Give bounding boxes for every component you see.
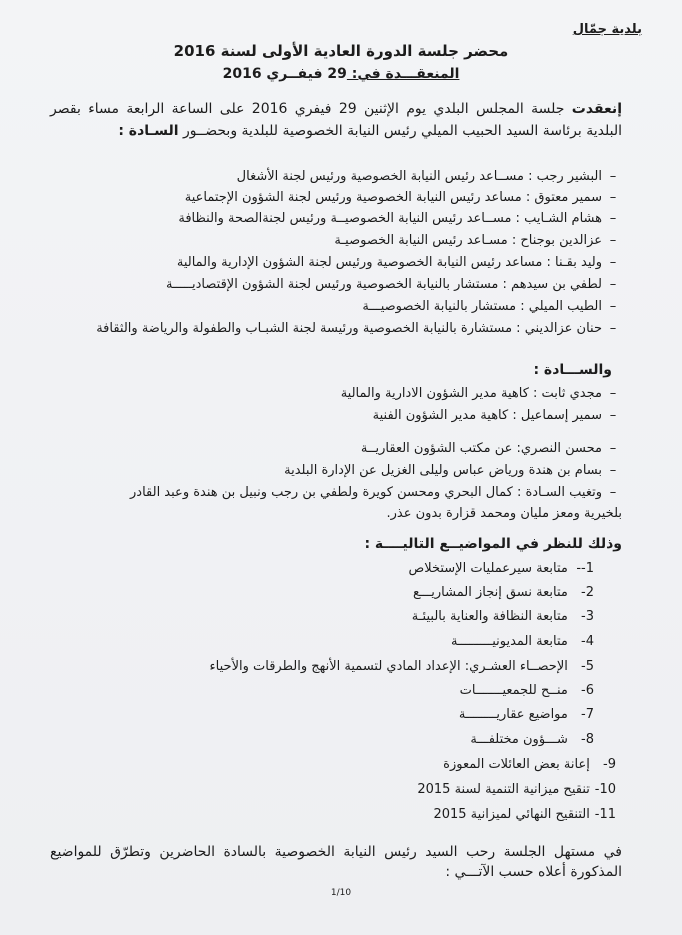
absent-line: –وتغيب السـادة : كمال البحري ومحسن كويرة ولطفي بن رجب ونبيل بن هندة وعبد القادر — [130, 485, 617, 500]
agenda-item: 3- متابعة النظافة والعناية بالبيئـة — [411, 609, 594, 624]
section-heading: والســـادة : — [533, 362, 612, 378]
document-title: محضر جلسة الدورة العادية الأولى لسنة 2016 — [173, 42, 509, 60]
intro-tail: السـادة : — [118, 123, 179, 139]
agenda-item: 10- تنقيح ميزانية التنمية لسنة 2015 — [417, 782, 616, 797]
agenda-item: 9- إعانة بعض العائلات المعوزة — [443, 757, 616, 772]
absent-line-continued: بلخيرية ومعز مليان ومحمد قزارة بدون عذر. — [386, 506, 622, 521]
member-item: –الطيب الميلي : مستشار بالنيابة الخصوصيـــة — [362, 299, 617, 314]
subtitle-date: 29 فيفــري 2016 — [222, 66, 347, 82]
member-item: –وليد بقـنا : مساعد رئيس النيابة الخصوصية ورئيس لجنة الشؤون الإدارية والمالية — [176, 255, 617, 270]
other-item: –محسن النصري: عن مكتب الشؤون العقاريــة — [360, 441, 617, 456]
member-item: –عزالدين بوجناح : مسـاعد رئيس النيابة الخصوصيـة — [334, 233, 617, 248]
member-item: –لطفي بن سيدهم : مستشار بالنيابة الخصوصية ورئيس لجنة الشؤون الإقتصاديـــــة — [166, 277, 617, 292]
intro-lead: إنعقدت — [571, 101, 622, 117]
closing-paragraph: في مستهل الجلسة رحب السيد رئيس النيابة الخصوصية بالسادة الحاضرين وتطرّق للمواضيع المذكورة أعلاه حسب الآتـــي : — [50, 844, 622, 880]
member-item: –البشير رجب : مســاعد رئيس النيابة الخصوصية ورئيس لجنة الأشغال — [236, 169, 617, 184]
staff-item: –سمير إسماعيل : كاهية مدير الشؤون الفنية — [372, 408, 617, 423]
subtitle-prefix: المنعقـــدة في: — [346, 66, 460, 82]
agenda-heading: وذلك للنظر في المواضيــع التاليــــة : — [364, 536, 622, 552]
intro-paragraph — [50, 98, 622, 142]
intro-text: جلسة المجلس البلدي يوم الإثنين 29 فيفري 2016 على الساعة الرابعة مساء بقصر البلدية برئاسة السيد الحبيب الميلي رئيس النيابة الخصوصية للبلدية وبحضــور — [50, 101, 622, 139]
member-item: –سمير معتوق : مساعد رئيس النيابة الخصوصية ورئيس لجنة الشؤون الإجتماعية — [184, 190, 617, 205]
agenda-item: 8- شـــؤون مختلفـــة — [470, 732, 594, 747]
agenda-item: 2- متابعة نسق إنجاز المشاريـــع — [412, 585, 594, 600]
agenda-item: 5- الإحصــاء العشـري: الإعداد المادي لتسمية الأنهج والطرقات والأحياء — [209, 659, 594, 674]
document-subtitle — [0, 66, 682, 82]
page-number: 1/10 — [330, 888, 352, 898]
member-item: –حنان عزالديني : مستشارة بالنيابة الخصوصية ورئيسة لجنة الشبـاب والطفولة والرياضة والثقافة — [96, 321, 617, 336]
other-item: –بسام بن هندة ورياض عباس وليلى الغزيل عن الإدارة البلدية — [284, 463, 617, 478]
agenda-item: 6- منــح للجمعيـــــــات — [459, 683, 594, 698]
agenda-item: 11- التنقيح النهائي لميزانية 2015 — [433, 807, 616, 822]
agenda-item: 4- متابعة المديونيـــــــــة — [450, 634, 594, 649]
agenda-item: 7- مواضيع عقاريــــــــة — [458, 707, 594, 722]
member-item: –هشام الشـايب : مســاعد رئيس النيابة الخصوصيــة ورئيس لجنةالصحة والنظافة — [178, 211, 617, 226]
staff-item: –مجدي ثابت : كاهية مدير الشؤون الادارية والمالية — [340, 386, 617, 401]
municipality-header: بلدية جمّال — [572, 22, 642, 37]
agenda-item: 1-- متابعة سيرعمليات الإستخلاص — [408, 561, 594, 576]
